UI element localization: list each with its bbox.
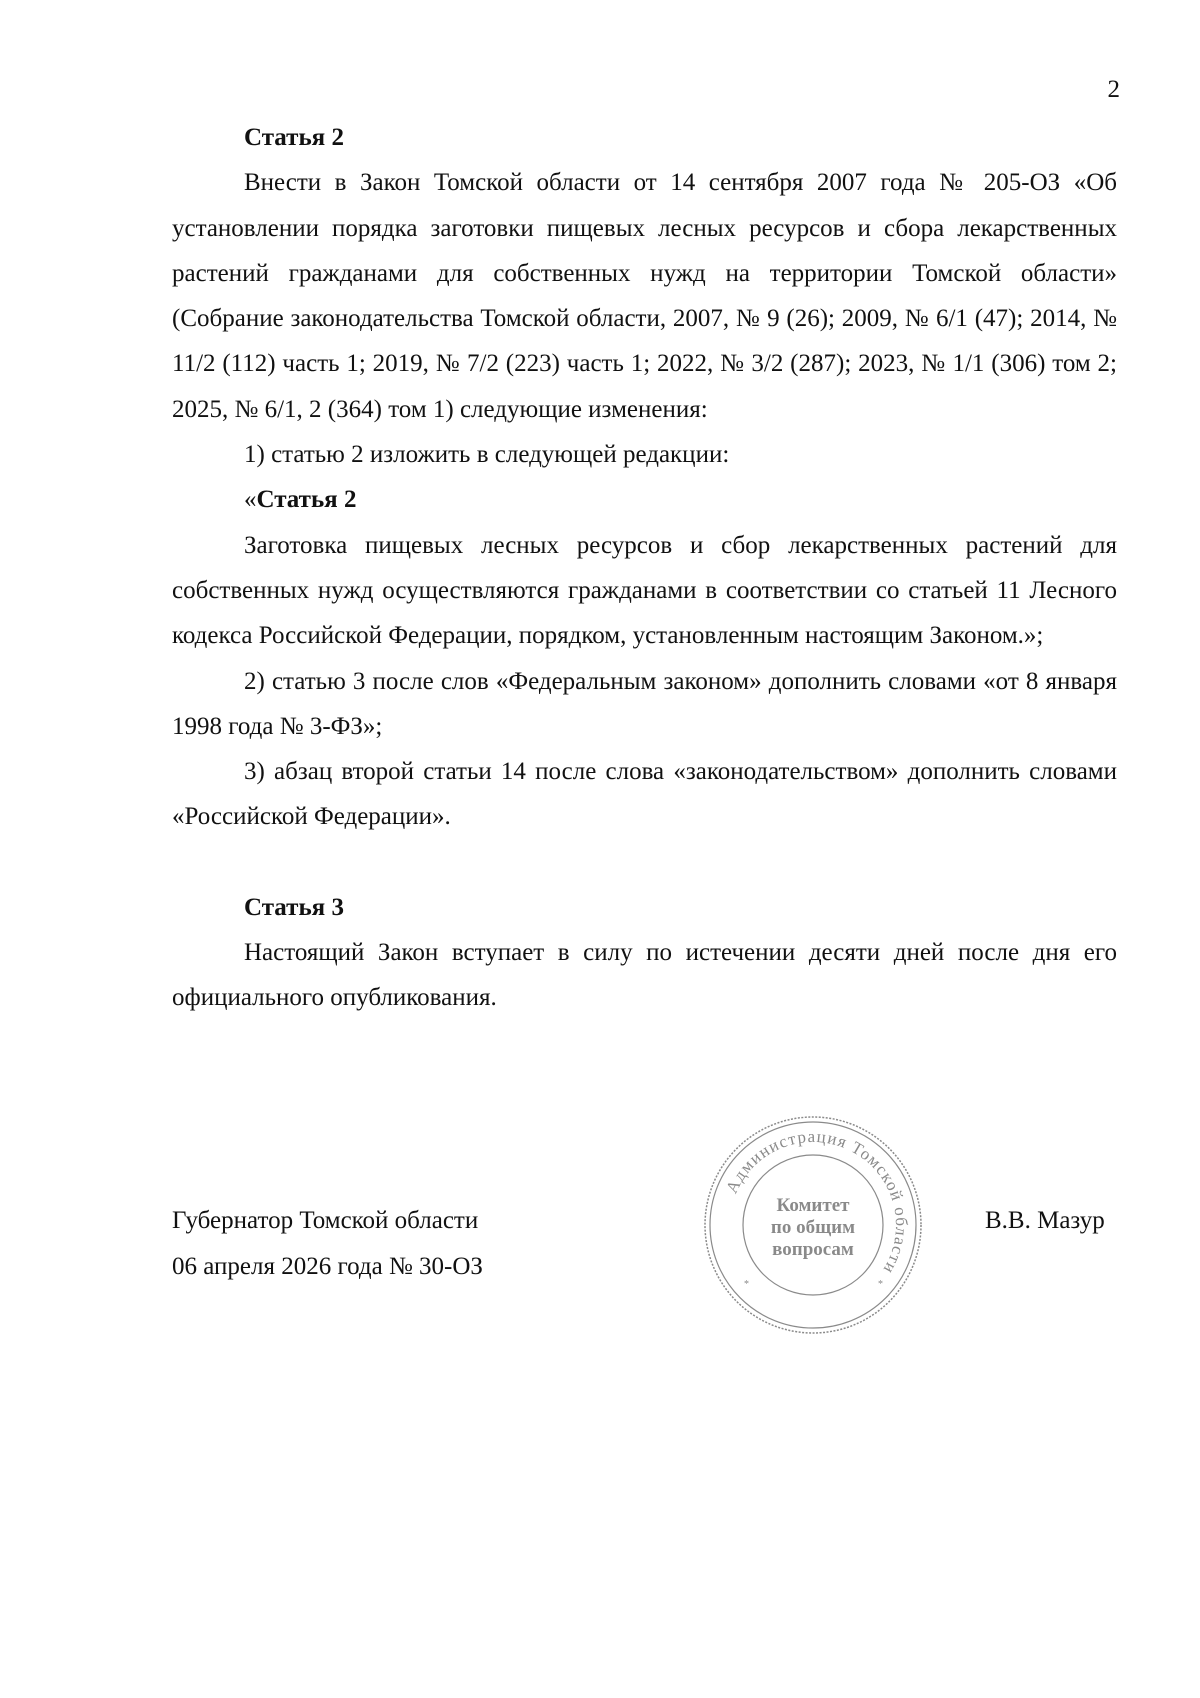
- quoted-article-heading: [172, 477, 1117, 522]
- signature-block: [172, 1198, 483, 1290]
- quoted-article-title: Статья 2: [256, 486, 357, 514]
- quote-mark: «: [244, 486, 257, 514]
- amendment-item-3: 3) абзац второй статьи 14 после слова «законодательством» дополнить словами «Российской Федерации».: [172, 758, 1117, 831]
- page-number: 2: [1107, 76, 1120, 103]
- stamp-star-icon: *: [744, 1279, 749, 1290]
- quoted-article-text: Заготовка пищевых лесных ресурсов и сбор лекарственных растений для собственных нужд осуществляются гражданами в соответствии со статьей 11 Лесного кодекса Российской Федерации, порядком, установленным настоящим Законом.»;: [172, 531, 1117, 650]
- document-body: [172, 115, 1117, 1021]
- stamp-line-3: вопросам: [772, 1239, 854, 1260]
- stamp-ring-path: Администрация Томской области: [722, 1126, 912, 1278]
- article-3-heading: Статья 3: [244, 893, 344, 921]
- official-stamp: [700, 1112, 926, 1338]
- article-3-text: Настоящий Закон вступает в силу по истечении десяти дней после дня его официального опубликования.: [172, 939, 1117, 1012]
- article-2-heading: Статья 2: [244, 124, 344, 151]
- law-date-number: 06 апреля 2026 года № 30-ОЗ: [172, 1253, 483, 1280]
- stamp-line-2: по общим: [770, 1217, 856, 1238]
- amendment-item-1: 1) статью 2 изложить в следующей редакции:: [244, 441, 730, 469]
- signatory-name: В.В. Мазур: [985, 1207, 1105, 1234]
- stamp-line-1: Комитет: [776, 1195, 850, 1216]
- amendment-item-2: 2) статью 3 после слов «Федеральным законом» дополнить словами «от 8 января 1998 года № 3-ФЗ»;: [172, 667, 1117, 740]
- article-2-intro: Внести в Закон Томской области от 14 сентября 2007 года № 205-ОЗ «Об установлении порядка заготовки пищевых лесных ресурсов и сбора лекарственных растений гражданами для собственных нужд на территории Томской области» (Собрание законодательства Томской области, 2007, № 9 (26); 2009, № 6/1 (47); 2014, № 11/2 (112) часть 1; 2019, № 7/2 (223) часть 1; 2022, № 3/2 (287); 2023, № 1/1 (306) том 2; 2025, № 6/1, 2 (364) том 1) следующие изменения:: [172, 169, 1117, 423]
- stamp-star-icon: *: [878, 1279, 883, 1290]
- governor-title: Губернатор Томской области: [172, 1207, 479, 1234]
- section-gap: [172, 840, 1117, 885]
